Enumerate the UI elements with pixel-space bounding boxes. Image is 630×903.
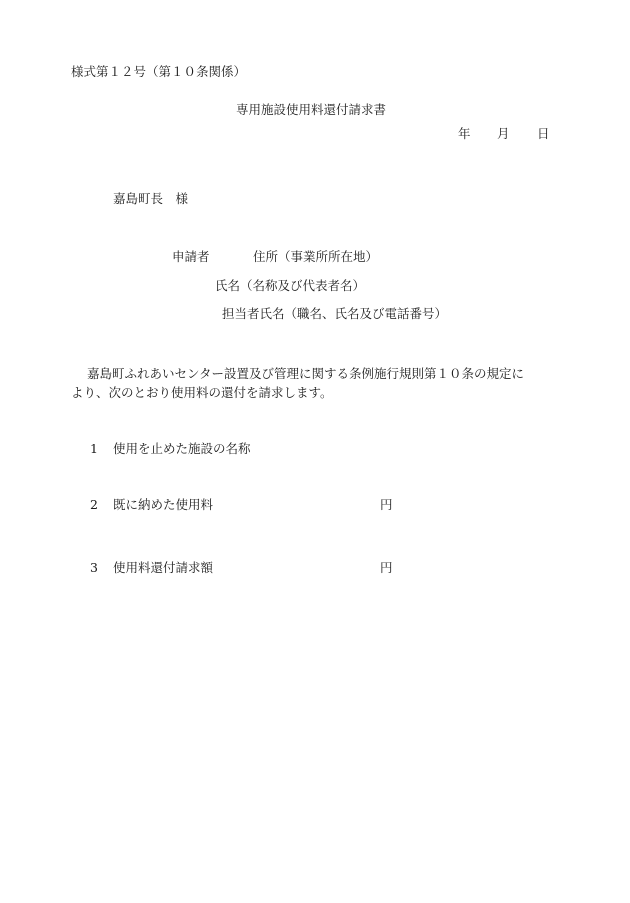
- item-number-2: 2: [90, 497, 98, 512]
- applicant-name-label: 氏名（名称及び代表者名）: [215, 278, 366, 293]
- date-month-label: 月: [497, 126, 510, 141]
- item-label-facility-name: 使用を止めた施設の名称: [113, 441, 251, 456]
- form-number: 様式第１２号（第１０条関係）: [71, 64, 247, 79]
- body-text-line-2: より、次のとおり使用料の還付を請求します。: [71, 385, 333, 400]
- applicant-contact-label: 担当者氏名（職名、氏名及び電話番号）: [222, 306, 448, 321]
- date-day-label: 日: [537, 126, 550, 141]
- item-number-1: 1: [90, 441, 98, 456]
- body-text-line-1: 嘉島町ふれあいセンター設置及び管理に関する条例施行規則第１０条の規定に: [87, 366, 525, 381]
- item-unit-yen-refund: 円: [380, 560, 393, 575]
- item-label-refund-amount: 使用料還付請求額: [113, 560, 214, 575]
- date-year-label: 年: [458, 126, 471, 141]
- addressee: 嘉島町長 様: [113, 191, 189, 206]
- applicant-address-label: 住所（事業所所在地）: [253, 249, 379, 264]
- item-label-paid-fee: 既に納めた使用料: [113, 497, 214, 512]
- item-unit-yen-paid: 円: [380, 497, 393, 512]
- applicant-label: 申請者: [172, 249, 210, 264]
- item-number-3: 3: [90, 560, 98, 575]
- document-title: 専用施設使用料還付請求書: [236, 102, 387, 117]
